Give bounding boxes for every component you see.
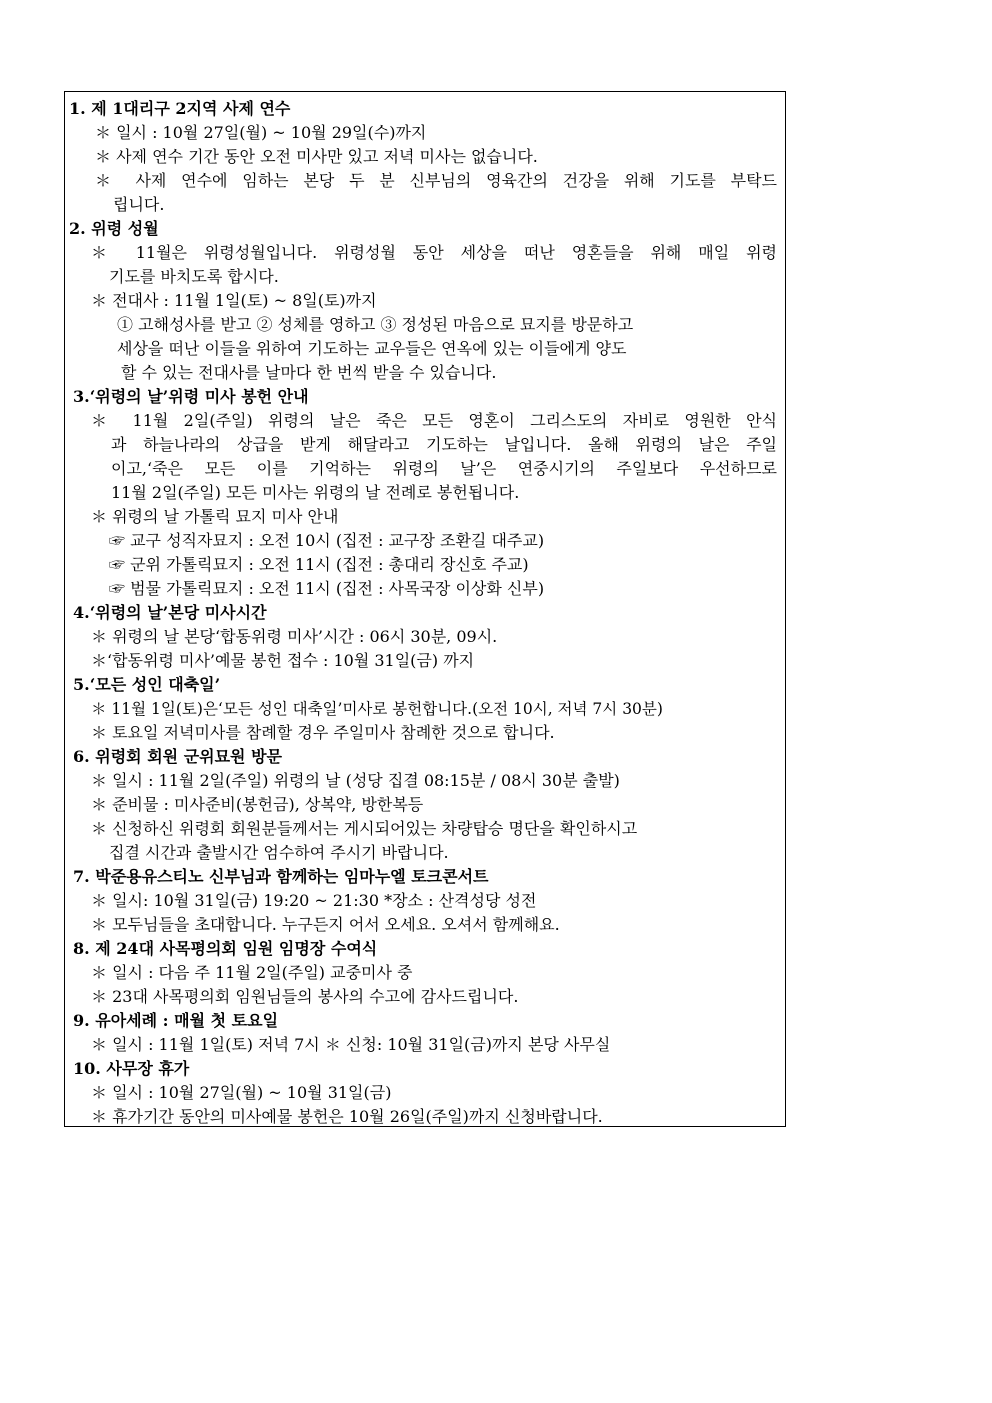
section-8-heading: 8. 제 24대 사목평의회 임원 임명장 수여식 bbox=[73, 939, 378, 958]
cemetery-mass-item: ☞ 교구 성직자묘지 : 오전 10시 (집전 : 교구장 조환길 대주교) bbox=[109, 531, 545, 550]
section-1-heading: 1. 제 1대리구 2지역 사제 연수 bbox=[69, 99, 291, 118]
cemetery-mass-item: ☞ 군위 가톨릭묘지 : 오전 11시 (집전 : 총대리 장신호 주교) bbox=[109, 555, 529, 574]
section-6-heading: 6. 위령회 회원 군위묘원 방문 bbox=[73, 747, 283, 766]
list-item: ＊ 준비물 : 미사준비(봉헌금), 상복약, 방한복등 bbox=[91, 795, 424, 814]
list-item: ＊ 일시 : 10월 27일(월) ~ 10월 29일(수)까지 bbox=[95, 123, 427, 142]
list-item: ＊ 일시 : 다음 주 11월 2일(주일) 교중미사 중 bbox=[91, 963, 413, 982]
section-4-heading: 4.‘위령의 날’본당 미사시간 bbox=[73, 603, 267, 622]
list-item: ＊ 휴가기간 동안의 미사예물 봉헌은 10월 26일(주일)까지 신청바랍니다. bbox=[91, 1107, 603, 1126]
section-9-heading: 9. 유아세례 : 매월 첫 토요일 bbox=[73, 1011, 279, 1030]
list-item: ＊ 일시 : 11월 1일(토) 저녁 7시 ＊ 신청: 10월 31일(금)까지 본당 사무실 bbox=[91, 1035, 611, 1054]
list-item: ＊ 신청하신 위령회 회원분들께서는 게시되어있는 차량탑승 명단을 확인하시고 bbox=[91, 819, 638, 838]
indulgence-condition: ① 고해성사를 받고 ② 성체를 영하고 ③ 정성된 마음으로 묘지를 방문하고 bbox=[117, 315, 634, 334]
list-item-continuation: 립니다. bbox=[113, 195, 165, 214]
notice-box bbox=[64, 91, 786, 1127]
list-item: ＊ 모두님들을 초대합니다. 누구든지 어서 오세요. 오셔서 함께해요. bbox=[91, 915, 560, 934]
list-item: ＊ 전대사 : 11월 1일(토) ~ 8일(토)까지 bbox=[91, 291, 377, 310]
indulgence-condition: 세상을 떠난 이들을 위하여 기도하는 교우들은 연옥에 있는 이들에게 양도 bbox=[117, 339, 627, 358]
list-item-continuation: 기도를 바치도록 합시다. bbox=[109, 267, 279, 286]
list-item: ＊ 토요일 저녁미사를 참례할 경우 주일미사 참례한 것으로 합니다. bbox=[91, 723, 555, 742]
list-item: ＊ 위령의 날 가톨릭 묘지 미사 안내 bbox=[91, 507, 339, 526]
list-item-continuation: 11월 2일(주일) 모든 미사는 위령의 날 전례로 봉헌됩니다. bbox=[111, 483, 520, 502]
list-item-continuation: 이고,‘죽은 모든 이를 기억하는 위령의 날’은 연중시기의 주일보다 우선하므로 bbox=[111, 459, 777, 478]
list-item: ＊ 일시 : 10월 27일(월) ~ 10월 31일(금) bbox=[91, 1083, 392, 1102]
list-item: ＊ 11월은 위령성월입니다. 위령성월 동안 세상을 떠난 영혼들을 위해 매일 위령 bbox=[91, 243, 777, 262]
list-item: ＊ 위령의 날 본당‘합동위령 미사’시간 : 06시 30분, 09시. bbox=[91, 627, 498, 646]
indulgence-condition: 할 수 있는 전대사를 날마다 한 번씩 받을 수 있습니다. bbox=[121, 363, 497, 382]
section-5-heading: 5.‘모든 성인 대축일’ bbox=[73, 675, 221, 694]
section-2-heading: 2. 위령 성월 bbox=[69, 219, 159, 238]
list-item: ＊ 사제 연수 기간 동안 오전 미사만 있고 저녁 미사는 없습니다. bbox=[95, 147, 538, 166]
list-item: ＊ 11월 2일(주일) 위령의 날은 죽은 모든 영혼이 그리스도의 자비로 영원한 안식 bbox=[91, 411, 777, 430]
section-10-heading: 10. 사무장 휴가 bbox=[73, 1059, 190, 1078]
list-item-continuation: 집결 시간과 출발시간 엄수하여 주시기 바랍니다. bbox=[109, 843, 449, 862]
list-item: ＊ 일시: 10월 31일(금) 19:20 ~ 21:30 *장소 : 산격성당 성전 bbox=[91, 891, 537, 910]
list-item-continuation: 과 하늘나라의 상급을 받게 해달라고 기도하는 날입니다. 올해 위령의 날은 주일 bbox=[111, 435, 777, 454]
cemetery-mass-item: ☞ 범물 가톨릭묘지 : 오전 11시 (집전 : 사목국장 이상화 신부) bbox=[109, 579, 545, 598]
list-item: ＊‘합동위령 미사’예물 봉헌 접수 : 10월 31일(금) 까지 bbox=[91, 651, 475, 670]
list-item: ＊ 11월 1일(토)은‘모든 성인 대축일’미사로 봉헌합니다.(오전 10시, 저녁 7시 30분) bbox=[91, 700, 663, 718]
section-7-heading: 7. 박준용유스티노 신부님과 함께하는 임마누엘 토크콘서트 bbox=[73, 867, 489, 886]
list-item: ＊ 23대 사목평의회 임원님들의 봉사의 수고에 감사드립니다. bbox=[91, 987, 519, 1006]
list-item: ＊ 사제 연수에 임하는 본당 두 분 신부님의 영육간의 건강을 위해 기도를 부탁드 bbox=[95, 171, 777, 190]
list-item: ＊ 일시 : 11월 2일(주일) 위령의 날 (성당 집결 08:15분 / 08시 30분 출발) bbox=[91, 771, 620, 790]
section-3-heading: 3.‘위령의 날’위령 미사 봉헌 안내 bbox=[73, 387, 309, 406]
